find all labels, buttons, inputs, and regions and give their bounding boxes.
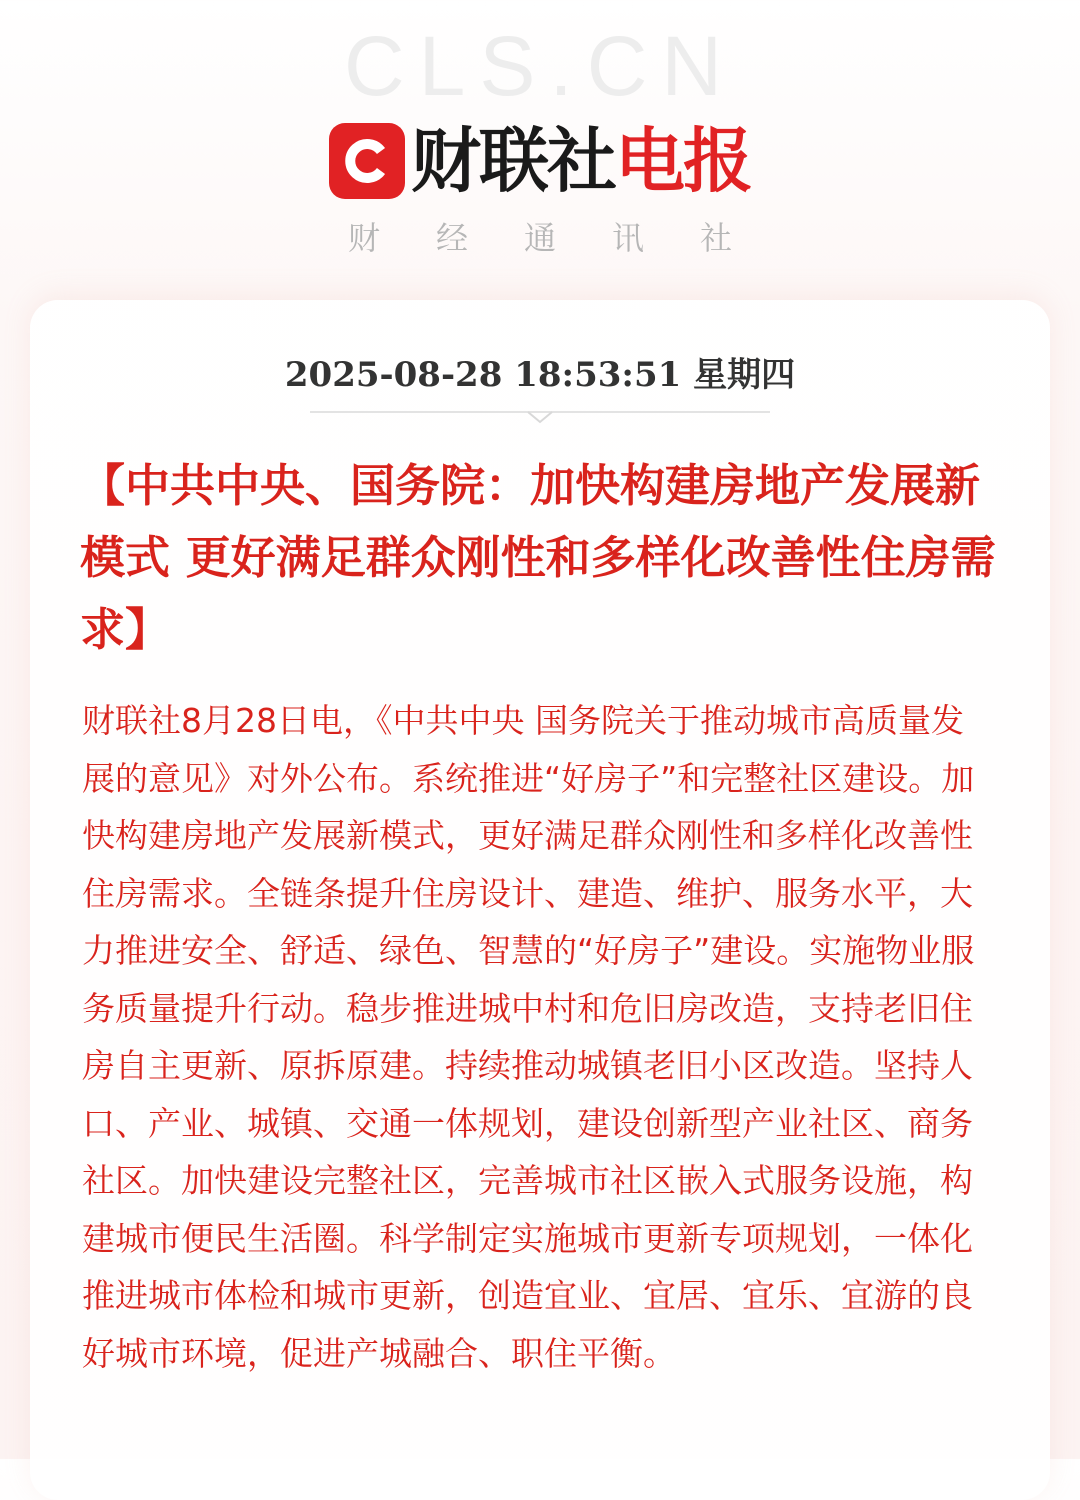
article-headline: 【中共中央、国务院：加快构建房地产发展新模式 更好满足群众刚性和多样化改善性住房需求】 xyxy=(80,459,996,656)
brand-tag: 电报 xyxy=(615,120,751,202)
cls-logo-icon xyxy=(329,123,405,199)
watermark-text: CLS.CN xyxy=(343,19,737,113)
article-datetime: 2025-08-28 18:53:51 星期四 xyxy=(284,355,796,395)
brand-name: 财联社 xyxy=(411,120,615,202)
brand-header xyxy=(0,118,1080,204)
brand-subtitle: 财经通讯社 xyxy=(347,219,788,257)
c-letter-icon xyxy=(337,131,397,191)
date-divider xyxy=(310,410,770,426)
article-body: 财联社8月28日电，《中共中央 国务院关于推动城市高质量发展的意见》对外公布。系统推进“好房子”和完整社区建设。加快构建房地产发展新模式，更好满足群众刚性和多样化改善性住房需求。全链条提升住房设计、建造、维护、服务水平，大力推进安全、舒适、绿色、智慧的“好房子”建设。实施物业服务质量提升行动。稳步推进城中村和危旧房改造，支持老旧住房自主更新、原拆原建。持续推动城镇老旧小区改造。坚持人口、产业、城镇、交通一体规划，建设创新型产业社区、商务社区。加快建设完整社区，完善城市社区嵌入式服务设施，构建城市便民生活圈。科学制定实施城市更新专项规划，一体化推进城市体检和城市更新，创造宜业、宜居、宜乐、宜游的良好城市环境，促进产城融合、职住平衡。 xyxy=(82,701,975,1373)
